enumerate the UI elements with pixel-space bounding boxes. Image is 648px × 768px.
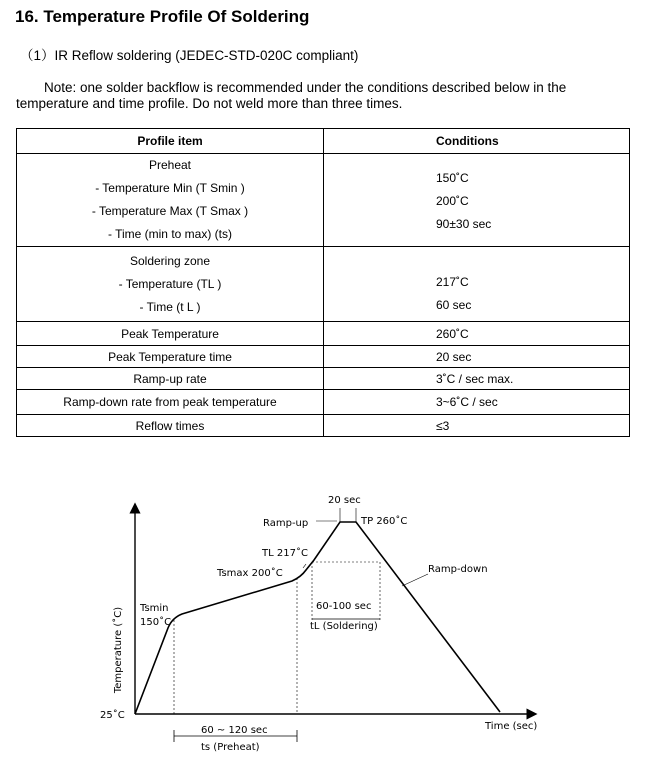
soldering-value-time: 60 sec [436, 298, 472, 312]
profile-table [16, 128, 630, 437]
table-row [17, 322, 630, 346]
soldering-line-time: - Time (t L ) [139, 299, 201, 314]
reflow-profile-graph [0, 480, 648, 768]
table-row [17, 390, 630, 415]
tl-time-caption: tL (Soldering) [310, 621, 378, 632]
preheat-line-min: - Temperature Min (T Smin ) [95, 181, 245, 195]
tp-label: TP 260˚C [361, 516, 408, 527]
row-value: 3~6˚C / sec [324, 390, 630, 415]
table-header-row [17, 129, 630, 154]
preheat-title: Preheat [148, 158, 192, 172]
section-heading: 16. Temperature Profile Of Soldering [15, 7, 310, 26]
row-item: Ramp-down rate from peak temperature [17, 390, 324, 415]
soldering-value-temp: 217˚C [436, 275, 469, 289]
tsmin-value: 150˚C [140, 617, 172, 628]
preheat-value-max: 200˚C [436, 194, 469, 208]
soldering-title: Soldering zone [129, 253, 211, 268]
x-axis-label: Time (sec) [485, 721, 538, 732]
preheat-line-max: - Temperature Max (T Smax ) [91, 204, 249, 218]
preheat-value-time: 90±30 sec [436, 217, 492, 231]
origin-label: 25˚C [100, 710, 125, 721]
table-row [17, 368, 630, 390]
table-row-soldering [17, 247, 630, 322]
row-value: 260˚C [324, 322, 630, 346]
rampup-label: Ramp-up [263, 518, 309, 529]
table-row [17, 415, 630, 437]
row-value: ≤3 [324, 415, 630, 437]
table-row [17, 346, 630, 368]
table-row-preheat [17, 154, 630, 247]
note-paragraph: Note: one solder backflow is recommended under the conditions described below in the temperature and time profile. Do not weld more than three times. [16, 80, 567, 111]
ts-time-caption: ts (Preheat) [201, 742, 260, 753]
section-subheading: （1）IR Reflow soldering (JEDEC-STD-020C compliant) [20, 48, 359, 63]
rampdown-label: Ramp-down [428, 564, 488, 575]
peak-time-label: 20 sec [328, 495, 361, 506]
tl-time-label: 60-100 sec [316, 601, 372, 612]
row-value: 20 sec [324, 346, 630, 368]
soldering-line-temp: - Temperature (TL ) [118, 276, 222, 291]
tsmin-label: Tsmin [140, 603, 169, 614]
y-axis-label: Temperature (˚C) [113, 606, 124, 694]
profile-curve [135, 522, 500, 714]
preheat-value-min: 150˚C [436, 171, 469, 185]
row-item: Peak Temperature [17, 322, 324, 346]
row-item: Ramp-up rate [17, 368, 324, 390]
ts-time-label: 60 ~ 120 sec [201, 725, 268, 736]
preheat-line-time: - Time (min to max) (ts) [107, 227, 232, 241]
tsmax-label: Tsmax 200˚C [217, 568, 283, 579]
row-value: 3˚C / sec max. [324, 368, 630, 390]
header-profile-item: Profile item [17, 129, 324, 154]
tl-label: TL 217˚C [262, 548, 308, 559]
row-item: Peak Temperature time [17, 346, 324, 368]
row-item: Reflow times [17, 415, 324, 437]
header-conditions: Conditions [324, 129, 630, 154]
